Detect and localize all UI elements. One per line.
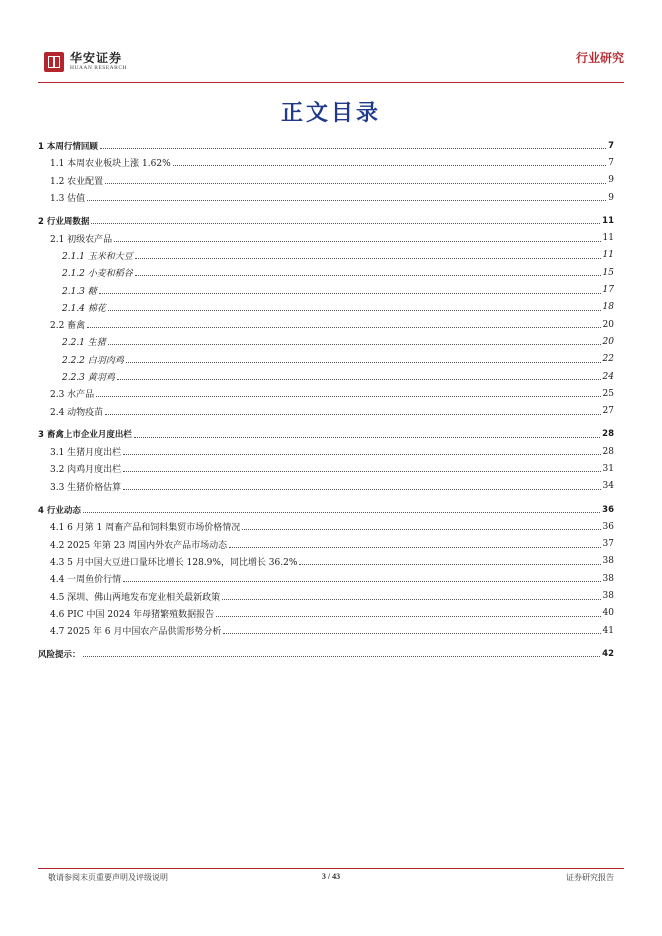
toc-entry-page: 28 bbox=[602, 446, 614, 457]
toc-entry-label: 4.2 2025 年第 23 周国内外农产品市场动态 bbox=[50, 540, 228, 551]
toc-entry-page: 38 bbox=[602, 573, 614, 584]
toc-entry[interactable] bbox=[38, 402, 614, 419]
toc-leader-dots bbox=[229, 547, 600, 548]
toc-entry[interactable] bbox=[38, 351, 614, 368]
toc-entry-label: 2.1.1 玉米和大豆 bbox=[62, 251, 133, 262]
toc-entry[interactable] bbox=[38, 622, 614, 639]
toc-entry-page: 24 bbox=[602, 371, 614, 382]
toc-entry[interactable] bbox=[38, 281, 614, 298]
toc-leader-dots bbox=[299, 564, 600, 565]
toc-entry-page: 36 bbox=[602, 521, 614, 532]
toc-entry-label: 3 畜禽上市企业月度出栏 bbox=[38, 430, 132, 441]
toc-leader-dots bbox=[223, 633, 600, 634]
toc-entry-label: 2.2.3 黄羽鸡 bbox=[62, 373, 115, 383]
toc-entry-label: 1.2 农业配置 bbox=[50, 176, 104, 187]
toc-entry-label: 1.1 本周农业板块上涨 1.62% bbox=[50, 159, 171, 170]
toc-entry[interactable] bbox=[38, 478, 614, 495]
toc-entry[interactable] bbox=[38, 333, 614, 350]
toc-leader-dots bbox=[126, 362, 601, 363]
toc-leader-dots bbox=[242, 529, 600, 530]
toc-entry-label: 2.1.3 糖 bbox=[62, 286, 97, 297]
toc-leader-dots bbox=[134, 437, 600, 438]
toc-entry-page: 22 bbox=[602, 354, 614, 365]
toc-entry-page: 18 bbox=[602, 302, 614, 313]
toc-entry-label: 2.3 水产品 bbox=[50, 390, 95, 401]
toc-entry-page: 15 bbox=[602, 267, 614, 278]
toc-leader-dots bbox=[114, 241, 600, 242]
toc-entry-page: 31 bbox=[602, 463, 614, 474]
toc-entry-page: 37 bbox=[602, 539, 614, 550]
toc-entry-page: 11 bbox=[602, 233, 614, 244]
toc-leader-dots bbox=[96, 396, 600, 397]
toc-entry[interactable] bbox=[38, 605, 614, 622]
toc-entry-page: 41 bbox=[602, 625, 614, 636]
toc-entry-page: 40 bbox=[602, 608, 614, 619]
toc-entry-page: 11 bbox=[602, 250, 614, 261]
toc-entry-page: 38 bbox=[602, 556, 614, 567]
toc-entry-label: 4.4 一周鱼价行情 bbox=[50, 575, 122, 586]
toc-entry[interactable] bbox=[38, 443, 614, 460]
toc-leader-dots bbox=[123, 489, 600, 490]
toc-entry[interactable] bbox=[38, 189, 614, 206]
header-divider bbox=[38, 82, 624, 83]
toc-entry[interactable] bbox=[38, 553, 614, 570]
company-logo bbox=[44, 52, 127, 72]
toc-leader-dots bbox=[99, 293, 601, 294]
toc-entry[interactable] bbox=[38, 536, 614, 553]
toc-entry[interactable] bbox=[38, 501, 614, 518]
toc-leader-dots bbox=[100, 148, 606, 149]
toc-entry[interactable] bbox=[38, 385, 614, 402]
toc-entry-label: 风险提示： bbox=[38, 649, 81, 660]
report-type-label: 行业研究 bbox=[575, 51, 624, 65]
toc-entry[interactable] bbox=[38, 299, 614, 316]
toc-entry-label: 4 行业动态 bbox=[38, 505, 81, 516]
toc-entry-page: 20 bbox=[602, 336, 614, 347]
footer-disclaimer: 敬请参阅末页重要声明及评级说明 bbox=[48, 873, 168, 882]
table-of-contents bbox=[38, 137, 614, 663]
toc-entry-page: 11 bbox=[602, 215, 614, 226]
toc-leader-dots bbox=[83, 512, 600, 513]
toc-leader-dots bbox=[105, 183, 606, 184]
toc-leader-dots bbox=[108, 310, 601, 311]
toc-entry-page: 17 bbox=[602, 285, 614, 296]
toc-entry[interactable] bbox=[38, 587, 614, 604]
footer-report-label: 证券研究报告 bbox=[566, 873, 614, 882]
toc-entry[interactable] bbox=[38, 426, 614, 443]
toc-entry[interactable] bbox=[38, 247, 614, 264]
toc-leader-dots bbox=[87, 200, 606, 201]
toc-leader-dots bbox=[117, 379, 601, 380]
toc-entry[interactable] bbox=[38, 518, 614, 535]
toc-leader-dots bbox=[91, 223, 600, 224]
toc-entry-page: 38 bbox=[602, 591, 614, 602]
toc-entry[interactable] bbox=[38, 137, 614, 154]
toc-entry-label: 2.2.1 生猪 bbox=[62, 338, 106, 349]
toc-leader-dots bbox=[105, 414, 600, 415]
toc-leader-dots bbox=[83, 656, 601, 657]
toc-entry[interactable] bbox=[38, 229, 614, 246]
toc-entry[interactable] bbox=[38, 316, 614, 333]
toc-entry[interactable] bbox=[38, 212, 614, 229]
page-header bbox=[38, 42, 624, 82]
toc-leader-dots bbox=[173, 165, 607, 166]
toc-entry-label: 2.4 动物疫苗 bbox=[50, 407, 104, 418]
toc-entry-page: 25 bbox=[602, 388, 614, 399]
toc-entry-label: 4.7 2025 年 6 月中国农产品供需形势分析 bbox=[50, 627, 222, 638]
toc-entry-label: 3.2 肉鸡月度出栏 bbox=[50, 465, 122, 476]
toc-entry-label: 3.3 生猪价格估算 bbox=[50, 482, 122, 493]
toc-entry-label: 2.1.2 小麦和稻谷 bbox=[62, 269, 133, 280]
toc-entry-label: 4.3 5 月中国大豆进口量环比增长 128.9%，同比增长 36.2% bbox=[50, 557, 298, 568]
toc-entry-label: 2.2 畜禽 bbox=[50, 321, 86, 332]
toc-leader-dots bbox=[123, 581, 600, 582]
page-title: 正文目录 bbox=[280, 101, 381, 126]
toc-entry-page: 9 bbox=[608, 175, 614, 186]
toc-entry-page: 28 bbox=[602, 429, 614, 440]
toc-entry-label: 4.6 PIC 中国 2024 年母猪繁殖数据报告 bbox=[50, 609, 215, 620]
toc-leader-dots bbox=[123, 454, 600, 455]
toc-leader-dots bbox=[123, 471, 600, 472]
toc-leader-dots bbox=[222, 599, 600, 600]
toc-leader-dots bbox=[135, 258, 601, 259]
toc-entry-page: 20 bbox=[602, 319, 614, 330]
toc-entry-page: 7 bbox=[608, 140, 614, 151]
toc-entry[interactable] bbox=[38, 154, 614, 171]
toc-entry-label: 4.1 6 月第 1 周畜产品和饲料集贸市场价格情况 bbox=[50, 523, 241, 534]
toc-entry-label: 2.1 初级农产品 bbox=[50, 234, 113, 245]
toc-entry[interactable] bbox=[38, 460, 614, 477]
toc-leader-dots bbox=[87, 327, 600, 328]
logo-seal-icon bbox=[44, 52, 64, 72]
toc-entry-label: 2 行业周数据 bbox=[38, 216, 90, 227]
toc-entry-page: 9 bbox=[608, 192, 614, 203]
footer-divider bbox=[38, 868, 624, 869]
toc-entry[interactable] bbox=[38, 172, 614, 189]
toc-entry[interactable] bbox=[38, 264, 614, 281]
toc-entry-page: 27 bbox=[602, 406, 614, 417]
toc-entry-label: 1.3 估值 bbox=[50, 194, 86, 205]
toc-leader-dots bbox=[135, 275, 601, 276]
toc-entry-page: 34 bbox=[602, 481, 614, 492]
toc-leader-dots bbox=[108, 344, 601, 345]
logo-english-name: HUAAN RESEARCH bbox=[70, 65, 127, 72]
toc-entry-label: 2.2.2 白羽肉鸡 bbox=[62, 355, 124, 366]
toc-entry[interactable] bbox=[38, 368, 614, 385]
toc-entry[interactable] bbox=[38, 645, 614, 662]
logo-chinese-name: 华安证券 bbox=[70, 51, 123, 66]
toc-entry-label: 3.1 生猪月度出栏 bbox=[50, 448, 122, 459]
toc-entry-label: 1 本周行情回顾 bbox=[38, 141, 98, 152]
toc-entry[interactable] bbox=[38, 570, 614, 587]
toc-entry-page: 42 bbox=[602, 648, 614, 659]
toc-entry-page: 36 bbox=[602, 504, 614, 515]
toc-entry-label: 4.5 深圳、佛山两地发布宠业相关最新政策 bbox=[50, 592, 221, 603]
toc-leader-dots bbox=[216, 616, 600, 617]
page-number: 3 / 43 bbox=[321, 872, 341, 881]
toc-entry-label: 2.1.4 棉花 bbox=[62, 303, 106, 314]
toc-entry-page: 7 bbox=[608, 157, 614, 168]
